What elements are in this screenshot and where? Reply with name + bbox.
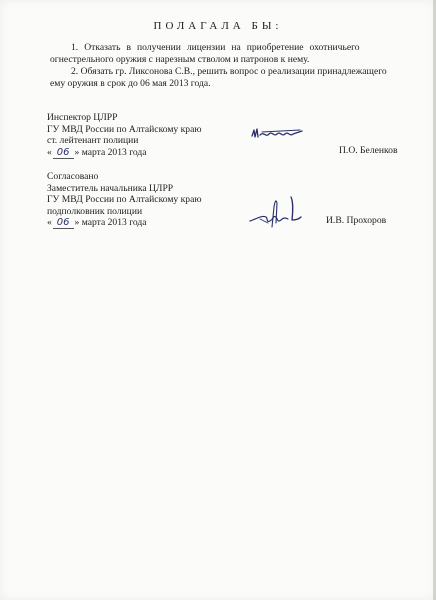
decision-item-2-line-1: 2. Обязать гр. Ликсонова С.В., решить вопрос о реализации принадлежащего bbox=[71, 66, 387, 77]
deputy-position: Заместитель начальника ЦЛРР bbox=[47, 182, 174, 194]
deputy-name: И.В. Прохоров bbox=[326, 215, 387, 226]
approval-label: Согласовано bbox=[47, 171, 99, 182]
inspector-name: П.О. Беленков bbox=[339, 145, 398, 156]
date-open-quote: « bbox=[47, 146, 52, 158]
inspector-department: ГУ МВД России по Алтайскому краю bbox=[47, 123, 202, 135]
date-rest: » марта 2013 года bbox=[74, 217, 147, 228]
deputy-rank: подполковник полиции bbox=[47, 205, 143, 217]
date-open-quote: « bbox=[47, 217, 52, 228]
document-heading: ПОЛАГАЛА БЫ: bbox=[153, 20, 283, 32]
deputy-date bbox=[47, 217, 202, 229]
decision-item-1-line-2: огнестрельного оружия с нарезным стволом и патронов к нему. bbox=[50, 54, 310, 65]
date-rest: » марта 2013 года bbox=[74, 146, 147, 158]
deputy-department: ГУ МВД России по Алтайскому краю bbox=[47, 194, 202, 205]
handwritten-day: 06 bbox=[53, 218, 74, 229]
decision-item-1-line-1: 1. Отказать в получении лицензии на приобретение охотничьего bbox=[71, 42, 360, 53]
signature-block-deputy bbox=[47, 171, 202, 229]
inspector-signature bbox=[250, 122, 306, 144]
inspector-position: Инспектор ЦЛРР bbox=[47, 112, 118, 123]
signature-block-inspector bbox=[47, 112, 202, 159]
inspector-rank: ст. лейтенант полиции bbox=[47, 135, 139, 146]
handwritten-day: 06 bbox=[53, 148, 74, 159]
decision-item-2-line-2: ему оружия в срок до 06 мая 2013 года. bbox=[50, 78, 211, 89]
deputy-signature bbox=[246, 193, 304, 231]
inspector-date bbox=[47, 147, 202, 159]
